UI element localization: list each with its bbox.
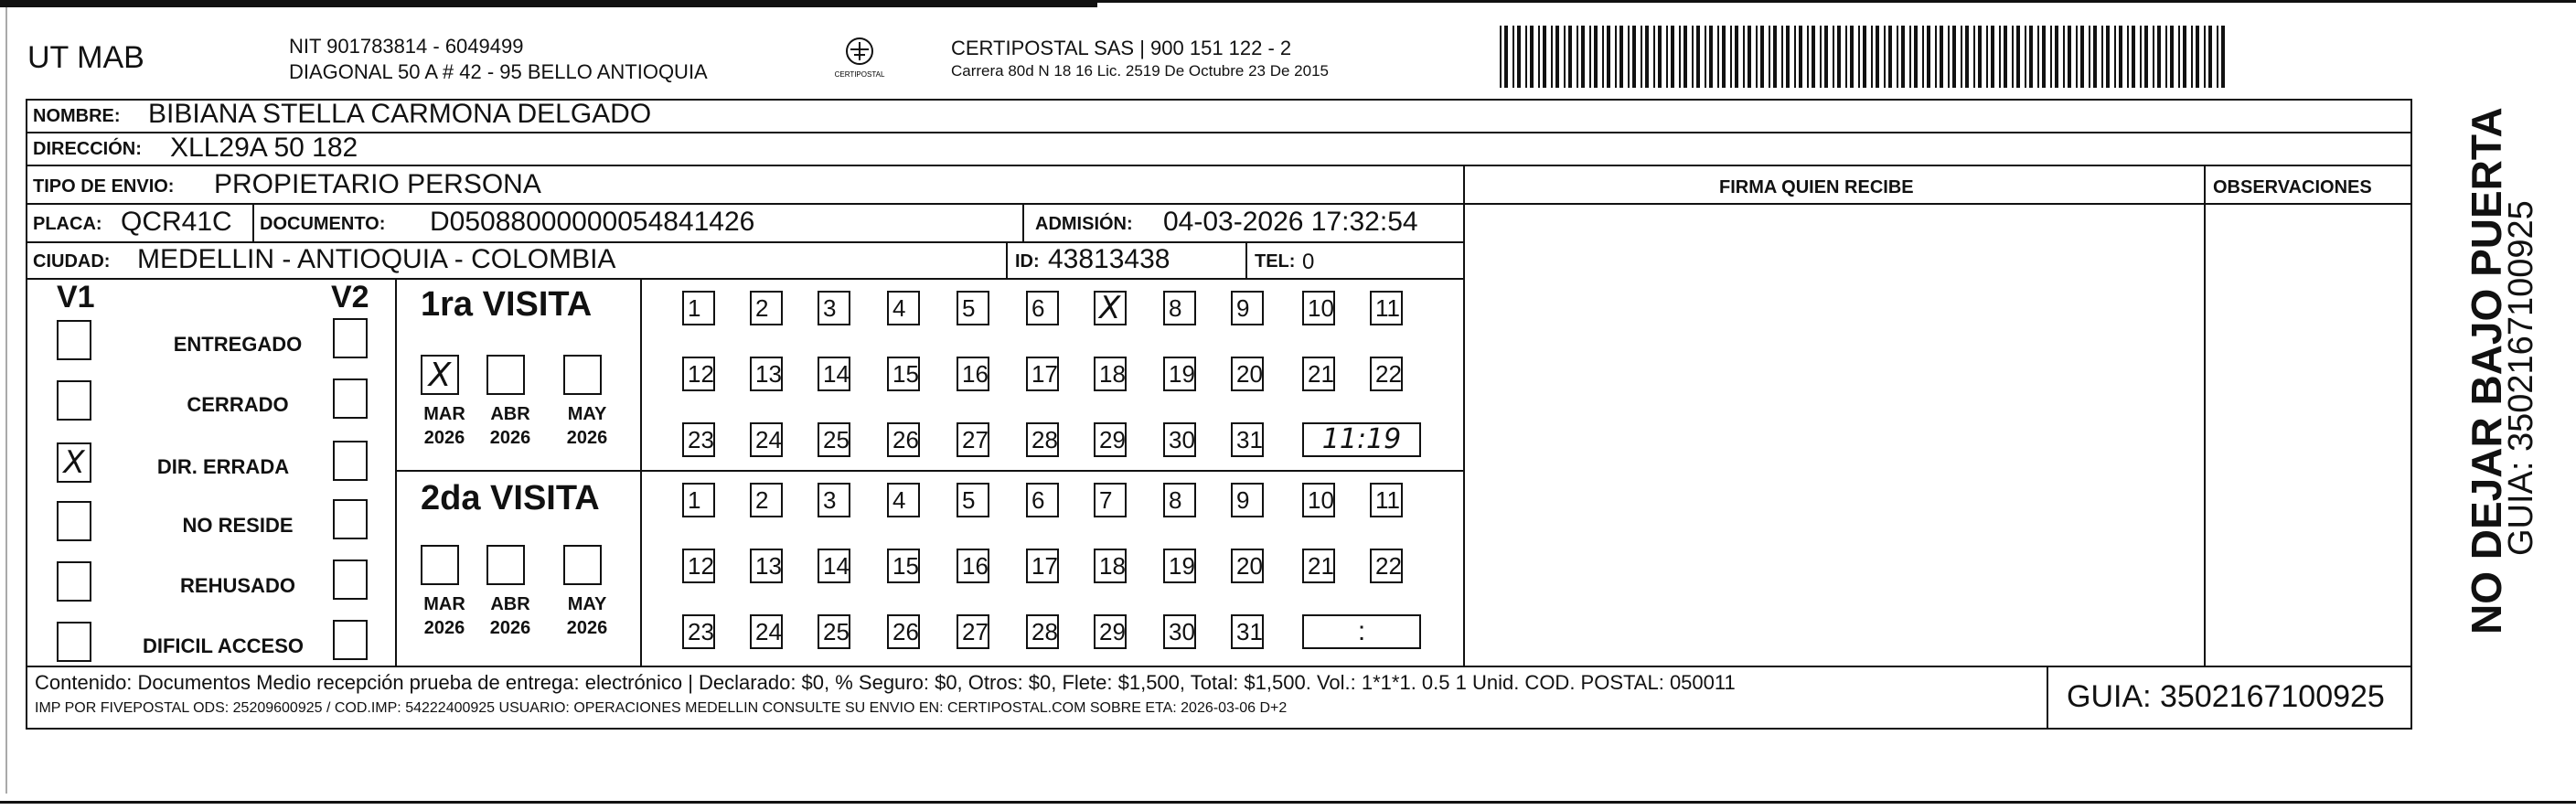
month-checkbox[interactable]	[486, 545, 525, 585]
left-edge-line	[5, 7, 7, 794]
v1-checkbox[interactable]	[57, 380, 91, 421]
v1-checkbox[interactable]	[57, 501, 91, 541]
visit1-day-box[interactable]: 27	[957, 422, 989, 457]
certipostal-logo	[832, 35, 887, 80]
visit1-title: 1ra VISITA	[421, 285, 593, 324]
tipo-envio-value: PROPIETARIO PERSONA	[214, 169, 541, 199]
year-label: 2026	[423, 618, 465, 638]
status-label: NO RESIDE	[182, 514, 294, 537]
status-label: DIR. ERRADA	[156, 455, 290, 478]
v2-checkbox[interactable]	[333, 378, 368, 419]
visit2-day-box[interactable]: 13	[750, 549, 783, 583]
v1-checkbox[interactable]	[57, 622, 91, 662]
placa-label: PLACA:	[33, 214, 102, 234]
visit1-day-box[interactable]: 21	[1302, 357, 1335, 391]
id-label: ID:	[1015, 251, 1040, 272]
visit2-day-box[interactable]: 31	[1231, 614, 1264, 649]
nombre-value: BIBIANA STELLA CARMONA DELGADO	[148, 99, 652, 129]
year-label: 2026	[489, 618, 531, 638]
visit1-day-box[interactable]: 3	[818, 291, 850, 325]
documento-label: DOCUMENTO:	[260, 214, 386, 234]
footer-line1: Contenido: Documentos Medio recepción prueba de entrega: electrónico | Declarado: $0, % Seguro: $0, Otros: $0, Flete: $1,500, Total: $1,500. Vol.: 1*1*1. 0.5 1 Unid. COD. POSTAL: 050011	[35, 671, 1736, 694]
visit2-day-box[interactable]: 19	[1163, 549, 1196, 583]
nit: NIT 901783814 - 6049499	[289, 35, 524, 58]
sender-address: DIAGONAL 50 A # 42 - 95 BELLO ANTIOQUIA	[289, 60, 708, 83]
certipostal-sub: Carrera 80d N 18 16 Lic. 2519 De Octubre 23 De 2015	[951, 62, 1329, 80]
month-checkbox[interactable]	[486, 355, 525, 395]
nombre-label: NOMBRE:	[33, 106, 121, 126]
tel-label: TEL:	[1255, 251, 1296, 272]
v2-checkbox[interactable]	[333, 499, 368, 539]
month-label: MAR	[423, 404, 465, 424]
visit1-time-box[interactable]: 11:19	[1302, 422, 1421, 457]
visit1-day-box[interactable]: 12	[682, 357, 715, 391]
tipo-envio-label: TIPO DE ENVIO:	[33, 176, 175, 197]
visit2-day-box[interactable]: 3	[818, 483, 850, 517]
year-label: 2026	[423, 428, 465, 448]
admision-label: ADMISIÓN:	[1035, 214, 1133, 234]
month-label: ABR	[490, 404, 530, 424]
visit2-day-box[interactable]: 2	[750, 483, 783, 517]
bottom-border	[0, 801, 2576, 804]
status-label: CERRADO	[187, 393, 289, 416]
v1-header: V1	[57, 280, 95, 314]
visit2-day-box[interactable]: 24	[750, 614, 783, 649]
visit2-day-box[interactable]: 1	[682, 483, 715, 517]
status-label: REHUSADO	[180, 574, 295, 597]
visit1-day-box[interactable]: 18	[1094, 357, 1127, 391]
company-name: UT MAB	[27, 40, 144, 75]
ciudad-value: MEDELLIN - ANTIOQUIA - COLOMBIA	[137, 244, 616, 274]
visit1-day-box[interactable]: 22	[1370, 357, 1403, 391]
top-border-right	[1097, 0, 2576, 3]
observaciones-header: OBSERVACIONES	[2213, 177, 2372, 197]
month-label: ABR	[490, 594, 530, 614]
visit1-day-box[interactable]: 29	[1094, 422, 1127, 457]
visit2-day-box[interactable]: 9	[1231, 483, 1264, 517]
footer-guia: GUIA: 3502167100925	[2067, 679, 2385, 714]
visit1-day-box[interactable]: 30	[1163, 422, 1196, 457]
v2-header: V2	[331, 280, 369, 314]
visit2-day-box[interactable]: 10	[1302, 483, 1335, 517]
visit2-time-box[interactable]: :	[1302, 614, 1421, 649]
footer-line2: IMP POR FIVEPOSTAL ODS: 25209600925 / COD.IMP: 54222400925 USUARIO: OPERACIONES MEDELLIN CONSULTE SU ENVIO EN: CERTIPOSTAL.COM SOBRE ETA: 2026-03-06 D+2	[35, 700, 1288, 716]
v2-checkbox[interactable]	[333, 560, 368, 600]
visit2-day-box[interactable]: 15	[887, 549, 920, 583]
month-label: MAY	[567, 404, 607, 424]
year-label: 2026	[566, 428, 608, 448]
firma-area[interactable]	[1467, 207, 2200, 664]
v2-checkbox[interactable]	[333, 441, 368, 481]
admision-value: 04-03-2026 17:32:54	[1163, 207, 1418, 237]
no-dejar-bajo-puerta: NO DEJAR BAJO PUERTA	[2463, 107, 2510, 634]
ciudad-label: CIUDAD:	[33, 251, 111, 272]
direccion-label: DIRECCIÓN:	[33, 139, 142, 159]
month-checkbox[interactable]	[563, 545, 602, 585]
visit2-day-box[interactable]: 6	[1026, 483, 1059, 517]
visit2-day-box[interactable]: 18	[1094, 549, 1127, 583]
firma-header: FIRMA QUIEN RECIBE	[1719, 177, 1914, 197]
visit1-day-box[interactable]: 20	[1231, 357, 1264, 391]
visit2-day-box[interactable]: 7	[1094, 483, 1127, 517]
visit1-day-box[interactable]: 5	[957, 291, 989, 325]
visit2-day-box[interactable]: 29	[1094, 614, 1127, 649]
visit2-day-box[interactable]: 4	[887, 483, 920, 517]
visit1-day-box[interactable]: 4	[887, 291, 920, 325]
visit2-day-box[interactable]: 17	[1026, 549, 1059, 583]
visit1-day-box[interactable]: 17	[1026, 357, 1059, 391]
visit1-day-box[interactable]: 16	[957, 357, 989, 391]
visit2-day-box[interactable]: 8	[1163, 483, 1196, 517]
visit1-day-box[interactable]: 10	[1302, 291, 1335, 325]
visit1-day-box[interactable]: 9	[1231, 291, 1264, 325]
direccion-value: XLL29A 50 182	[170, 133, 358, 163]
placa-value: QCR41C	[121, 207, 232, 237]
visit2-day-box[interactable]: 16	[957, 549, 989, 583]
visit2-day-box[interactable]: 11	[1370, 483, 1403, 517]
month-label: MAY	[567, 594, 607, 614]
v2-checkbox[interactable]	[333, 318, 368, 358]
visit1-day-box[interactable]: 31	[1231, 422, 1264, 457]
id-value: 43813438	[1048, 244, 1170, 274]
visit2-day-box[interactable]: 30	[1163, 614, 1196, 649]
observaciones-area[interactable]	[2207, 207, 2410, 664]
year-label: 2026	[566, 618, 608, 638]
v1-checkbox[interactable]	[57, 320, 91, 360]
visit1-day-box[interactable]: 23	[682, 422, 715, 457]
visit2-day-box[interactable]: 5	[957, 483, 989, 517]
v1-checkbox[interactable]: X	[57, 442, 91, 483]
top-border	[0, 0, 1097, 7]
visit1-day-box[interactable]: 28	[1026, 422, 1059, 457]
visit2-day-box[interactable]: 27	[957, 614, 989, 649]
visit1-day-box[interactable]: 24	[750, 422, 783, 457]
visit2-day-box[interactable]: 20	[1231, 549, 1264, 583]
documento-value: D05088000000054841426	[430, 207, 755, 237]
month-checkbox[interactable]	[421, 545, 459, 585]
visit1-day-box[interactable]: 15	[887, 357, 920, 391]
visit2-day-box[interactable]: 21	[1302, 549, 1335, 583]
v2-checkbox[interactable]	[333, 620, 368, 660]
v1-checkbox[interactable]	[57, 561, 91, 602]
visit1-day-box[interactable]: X	[1094, 291, 1127, 325]
visit2-day-box[interactable]: 25	[818, 614, 850, 649]
visit1-day-box[interactable]: 11	[1370, 291, 1403, 325]
visit1-day-box[interactable]: 19	[1163, 357, 1196, 391]
visit2-day-box[interactable]: 14	[818, 549, 850, 583]
visit1-day-box[interactable]: 8	[1163, 291, 1196, 325]
visit1-day-box[interactable]: 2	[750, 291, 783, 325]
visit1-day-box[interactable]: 1	[682, 291, 715, 325]
status-label: DIFICIL ACCESO	[142, 634, 304, 657]
visit2-day-box[interactable]: 12	[682, 549, 715, 583]
month-label: MAR	[423, 594, 465, 614]
month-checkbox[interactable]	[563, 355, 602, 395]
barcode	[1500, 26, 2231, 88]
visit2-day-box[interactable]: 23	[682, 614, 715, 649]
visit1-day-box[interactable]: 26	[887, 422, 920, 457]
side-guia: GUIA: 3502167100925	[2502, 200, 2540, 556]
visit1-day-box[interactable]: 13	[750, 357, 783, 391]
tel-value: 0	[1302, 250, 1315, 274]
visit2-day-box[interactable]: 26	[887, 614, 920, 649]
status-label: ENTREGADO	[173, 333, 303, 356]
visit2-day-box[interactable]: 28	[1026, 614, 1059, 649]
visit1-day-box[interactable]: 25	[818, 422, 850, 457]
year-label: 2026	[489, 428, 531, 448]
visit2-day-box[interactable]: 22	[1370, 549, 1403, 583]
certipostal-line: CERTIPOSTAL SAS | 900 151 122 - 2	[951, 37, 1292, 59]
svg-text:CERTIPOSTAL: CERTIPOSTAL	[834, 70, 885, 79]
visit1-day-box[interactable]: 6	[1026, 291, 1059, 325]
visit1-day-box[interactable]: 14	[818, 357, 850, 391]
month-checkbox[interactable]: X	[421, 355, 459, 395]
visit2-title: 2da VISITA	[421, 479, 600, 517]
